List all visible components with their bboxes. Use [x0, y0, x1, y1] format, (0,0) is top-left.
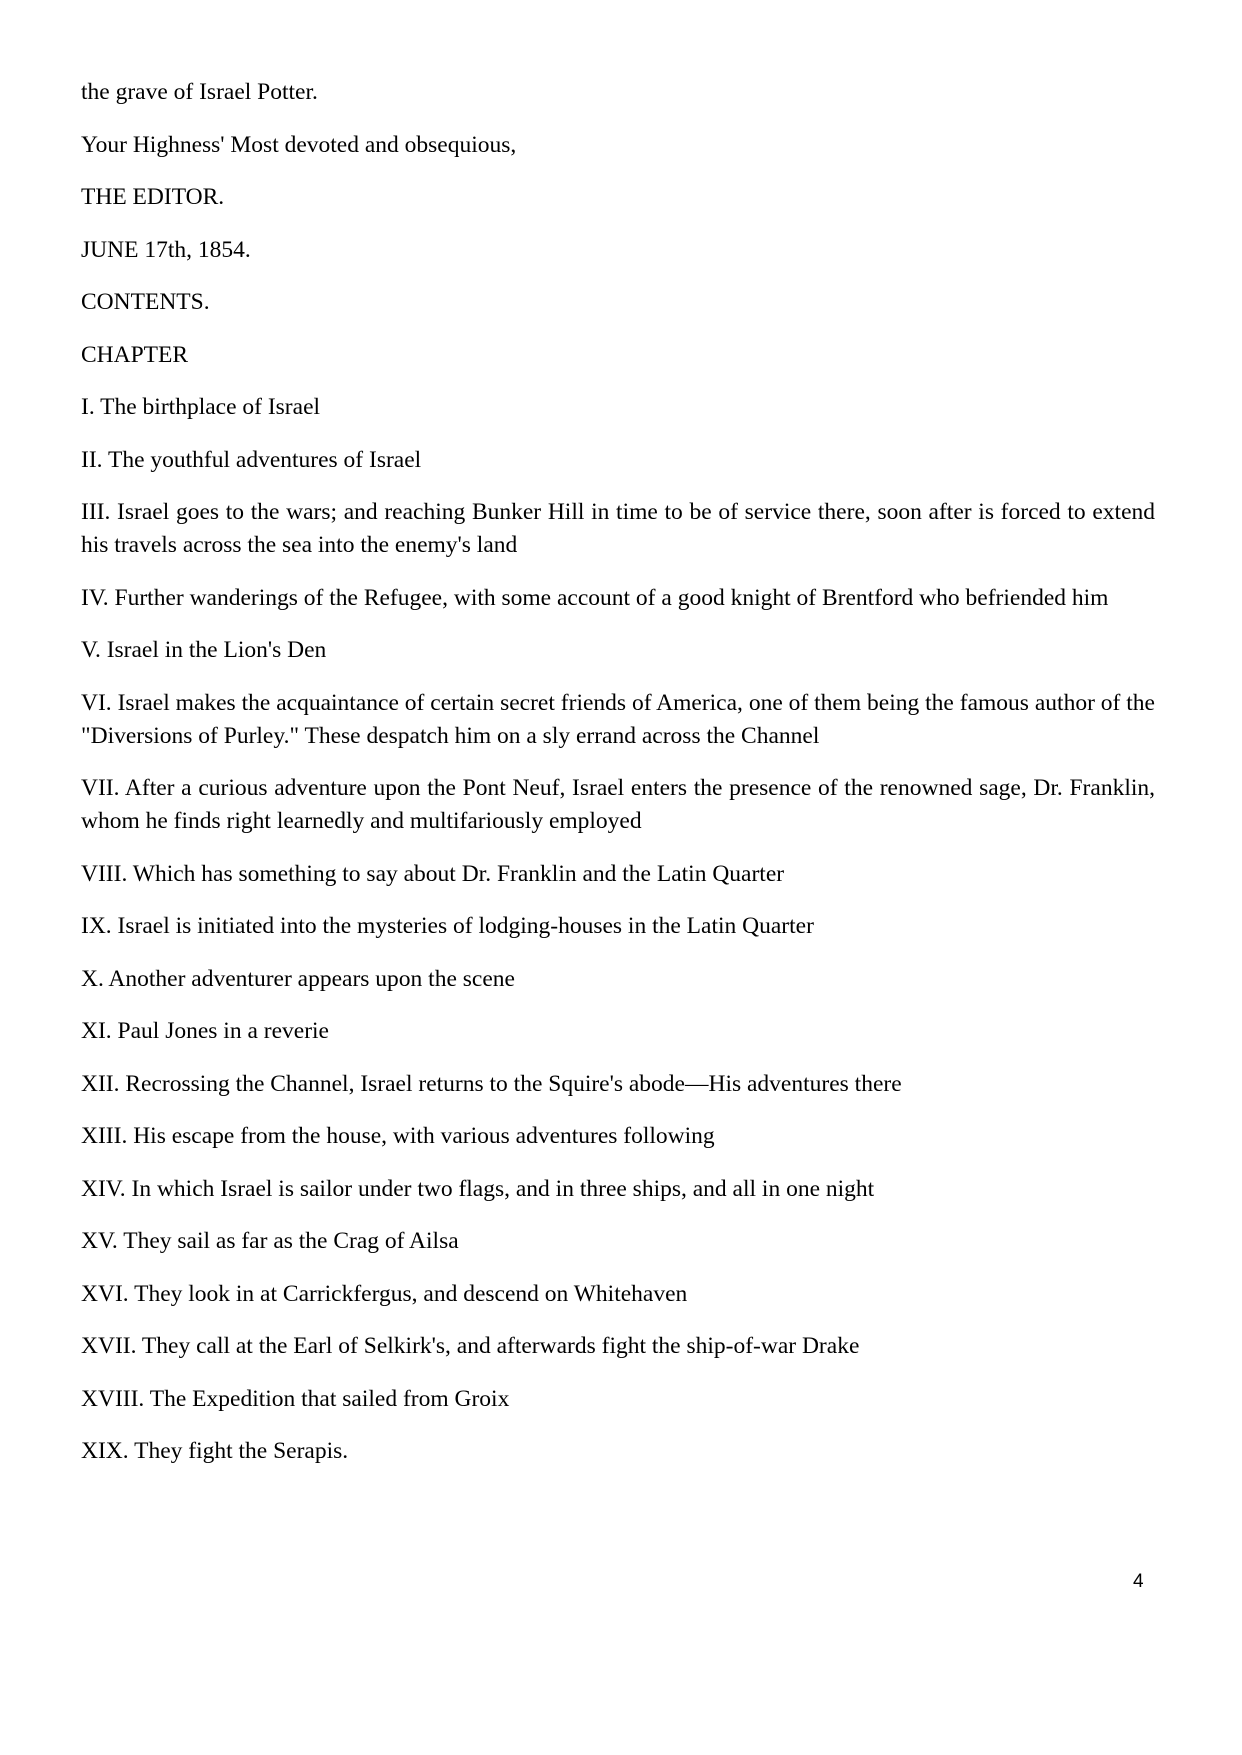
chapter-entry: XVIII. The Expedition that sailed from Groix: [81, 1385, 510, 1412]
chapter-entry: VIII. Which has something to say about Dr. Franklin and the Latin Quarter: [81, 860, 785, 887]
chapter-entry: XIV. In which Israel is sailor under two flags, and in three ships, and all in one night: [81, 1175, 875, 1202]
chapter-entry: I. The birthplace of Israel: [81, 394, 321, 420]
text-line-signature: THE EDITOR.: [81, 184, 225, 210]
text-line-date: JUNE 17th, 1854.: [81, 236, 251, 263]
chapter-entry: XVI. They look in at Carrickfergus, and descend on Whitehaven: [81, 1280, 688, 1307]
chapter-entry: XII. Recrossing the Channel, Israel returns to the Squire's abode—His adventures there: [81, 1070, 902, 1097]
chapter-entry: III. Israel goes to the wars; and reaching Bunker Hill in time to be of service there, soon after is forced to extend his travels across the sea into the enemy's land: [81, 499, 1155, 558]
text-line-closing: Your Highness' Most devoted and obsequious,: [81, 131, 517, 158]
chapter-entry: IV. Further wanderings of the Refugee, with some account of a good knight of Brentford who befriended him: [81, 584, 1109, 611]
chapter-entry: XI. Paul Jones in a reverie: [81, 1018, 329, 1044]
chapter-entry: IX. Israel is initiated into the mysteries of lodging-houses in the Latin Quarter: [81, 913, 814, 939]
contents-heading: CONTENTS.: [81, 289, 210, 315]
chapter-entry: XIII. His escape from the house, with various adventures following: [81, 1123, 715, 1149]
chapter-entry: XIX. They fight the Serapis.: [81, 1438, 349, 1464]
chapter-entry: V. Israel in the Lion's Den: [81, 637, 327, 663]
page-number: 4: [1133, 1571, 1144, 1592]
chapter-entry: XV. They sail as far as the Crag of Ailsa: [81, 1228, 459, 1254]
chapter-entry: VI. Israel makes the acquaintance of certain secret friends of America, one of them being the famous author of the "Diversions of Purley." These despatch him on a sly errand across the Channel: [81, 689, 1155, 749]
chapter-entry: VII. After a curious adventure upon the Pont Neuf, Israel enters the presence of the renowned sage, Dr. Franklin, whom he finds right learnedly and multifariously employed: [81, 775, 1155, 834]
page-body: [81, 76, 1155, 1488]
text-line-grave: the grave of Israel Potter.: [81, 79, 318, 105]
chapter-entry: XVII. They call at the Earl of Selkirk's, and afterwards fight the ship-of-war Drake: [81, 1333, 860, 1359]
chapter-entry: X. Another adventurer appears upon the scene: [81, 965, 515, 992]
chapter-heading: CHAPTER: [81, 341, 189, 368]
chapter-entry: II. The youthful adventures of Israel: [81, 446, 422, 473]
